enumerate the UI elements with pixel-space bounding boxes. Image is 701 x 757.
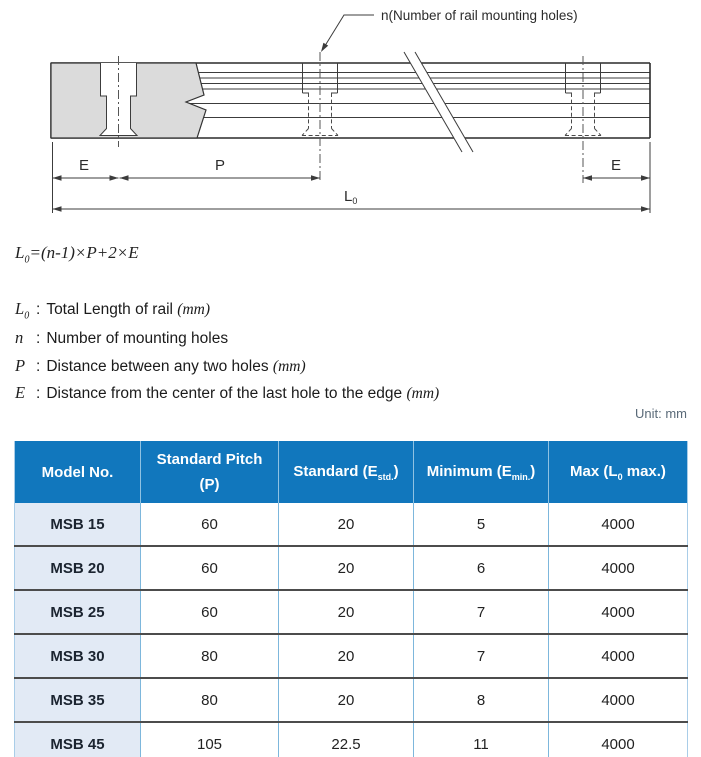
table-row (15, 590, 688, 634)
cell-pitch: 80 (141, 678, 279, 722)
cell-std: 20 (279, 678, 414, 722)
dim-label-e-left: E (78, 157, 90, 174)
cell-model: MSB 20 (15, 546, 141, 590)
length-formula: $L_0=(n-1)\times P+2\times E$ (15, 243, 139, 266)
table-row (15, 503, 688, 546)
header-standard-pitch: Standard Pitch (P) (141, 441, 279, 503)
leader-label: n(Number of rail mounting holes) (381, 8, 578, 23)
header-model-no: Model No. (15, 441, 141, 503)
cell-max: 4000 (549, 546, 688, 590)
cell-std: 22.5 (279, 722, 414, 757)
table-row (15, 546, 688, 590)
header-minimum-e: Minimum $(E_{min.})$ (414, 441, 549, 503)
definition-e: E : Distance from the center of the last hole to the edge (mm) (15, 383, 440, 402)
cell-pitch: 60 (141, 590, 279, 634)
dim-label-p: P (214, 157, 226, 174)
header-standard-e: Standard $(E_{std.})$ (279, 441, 414, 503)
leader-annotation (321, 8, 578, 52)
cell-std: 20 (279, 546, 414, 590)
rail-spec-table (14, 441, 688, 757)
dimension-l0 (53, 188, 651, 212)
cell-pitch: 60 (141, 503, 279, 546)
dimension-e-left (53, 157, 119, 181)
cell-min: 5 (414, 503, 549, 546)
dimension-p (120, 157, 321, 181)
table-header-row (15, 441, 688, 503)
dim-label-l0: $L_0$ (344, 188, 358, 206)
cell-model: MSB 25 (15, 590, 141, 634)
unit-note: Unit: mm (635, 406, 687, 421)
cell-max: 4000 (549, 678, 688, 722)
definition-l0: $L_0$ : Total Length of rail (mm) (15, 299, 211, 322)
cell-min: 7 (414, 590, 549, 634)
cell-min: 11 (414, 722, 549, 757)
cell-model: MSB 35 (15, 678, 141, 722)
dim-label-e-right: E (610, 157, 622, 174)
cell-max: 4000 (549, 590, 688, 634)
cell-min: 8 (414, 678, 549, 722)
cell-model: MSB 45 (15, 722, 141, 757)
table-row (15, 678, 688, 722)
cell-max: 4000 (549, 634, 688, 678)
cell-pitch: 105 (141, 722, 279, 757)
cell-min: 7 (414, 634, 549, 678)
cell-model: MSB 30 (15, 634, 141, 678)
table-row (15, 634, 688, 678)
cell-std: 20 (279, 503, 414, 546)
rail-break-lines (404, 52, 473, 152)
definition-p: P : Distance between any two holes (mm) (15, 356, 306, 375)
header-max-l0: Max ($L_0$ max.) (549, 441, 688, 503)
cell-std: 20 (279, 634, 414, 678)
cell-min: 6 (414, 546, 549, 590)
cell-max: 4000 (549, 722, 688, 757)
definition-n: n : Number of mounting holes (15, 328, 229, 347)
table-row (15, 722, 688, 757)
cell-std: 20 (279, 590, 414, 634)
dimension-e-right (583, 157, 650, 181)
cell-pitch: 80 (141, 634, 279, 678)
cell-pitch: 60 (141, 546, 279, 590)
rail-mounting-diagram (0, 0, 701, 236)
cell-model: MSB 15 (15, 503, 141, 546)
cell-max: 4000 (549, 503, 688, 546)
